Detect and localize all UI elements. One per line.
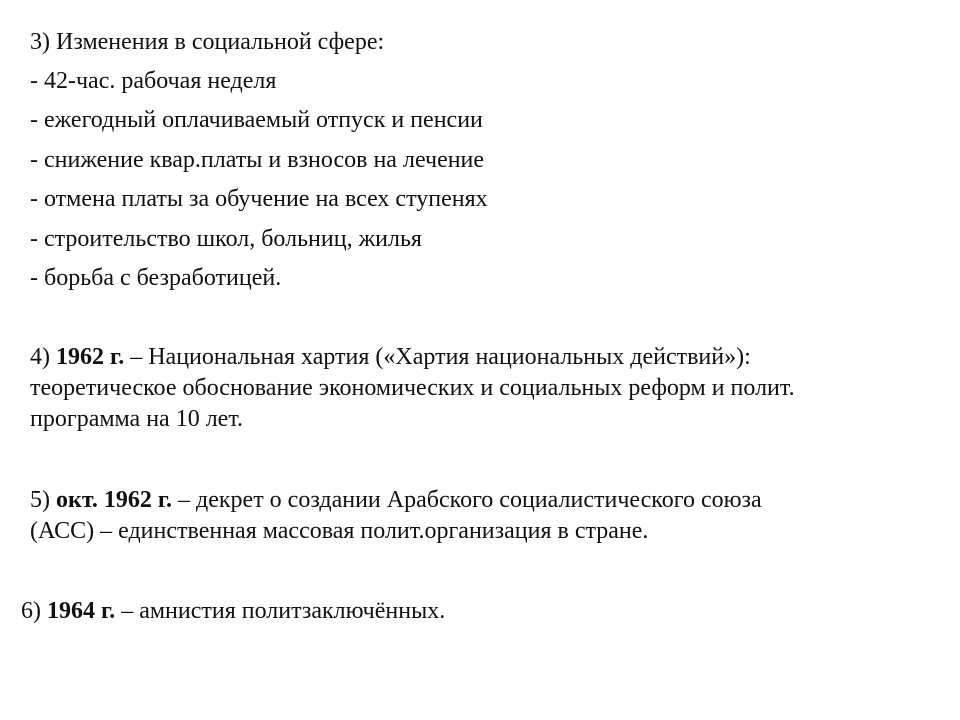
section6-prefix: 6) [21,598,47,624]
section4-date: 1962 г. [56,344,125,370]
section6-text: – амнистия политзаключённых. [115,598,446,624]
section5-line-2: (АСС) – единственная массовая полит.организация в стране. [30,518,649,544]
section3-item-4: - отмена платы за обучение на всех ступенях [30,186,488,212]
section4-paragraph [30,342,795,435]
section5-paragraph [30,485,762,547]
section6-line-1 [21,596,445,627]
section4-line-2: теоретическое обоснование экономических и социальных реформ и полит. [30,375,795,401]
section6-date: 1964 г. [47,598,116,624]
section4-line-1 [30,342,795,373]
section4-text: – Национальная хартия («Хартия национальных действий»): [124,344,751,370]
section6-paragraph [21,596,445,627]
section5-date: окт. 1962 г. [56,487,173,513]
section3-item-1: - 42-час. рабочая неделя [30,68,277,94]
section3-item-2: - ежегодный оплачиваемый отпуск и пенсии [30,107,483,133]
section5-text: – декрет о создании Арабского социалистического союза [172,487,762,513]
section3-heading: 3) Изменения в социальной сфере: [30,29,385,55]
section5-line-1 [30,485,762,516]
section3-item-6: - борьба с безработицей. [30,265,282,291]
section5-prefix: 5) [30,487,56,513]
section3-item-3: - снижение квар.платы и взносов на лечение [30,147,485,173]
section3-item-5: - строительство школ, больниц, жилья [30,226,422,252]
section4-line-3: программа на 10 лет. [30,406,244,432]
section4-prefix: 4) [30,344,56,370]
